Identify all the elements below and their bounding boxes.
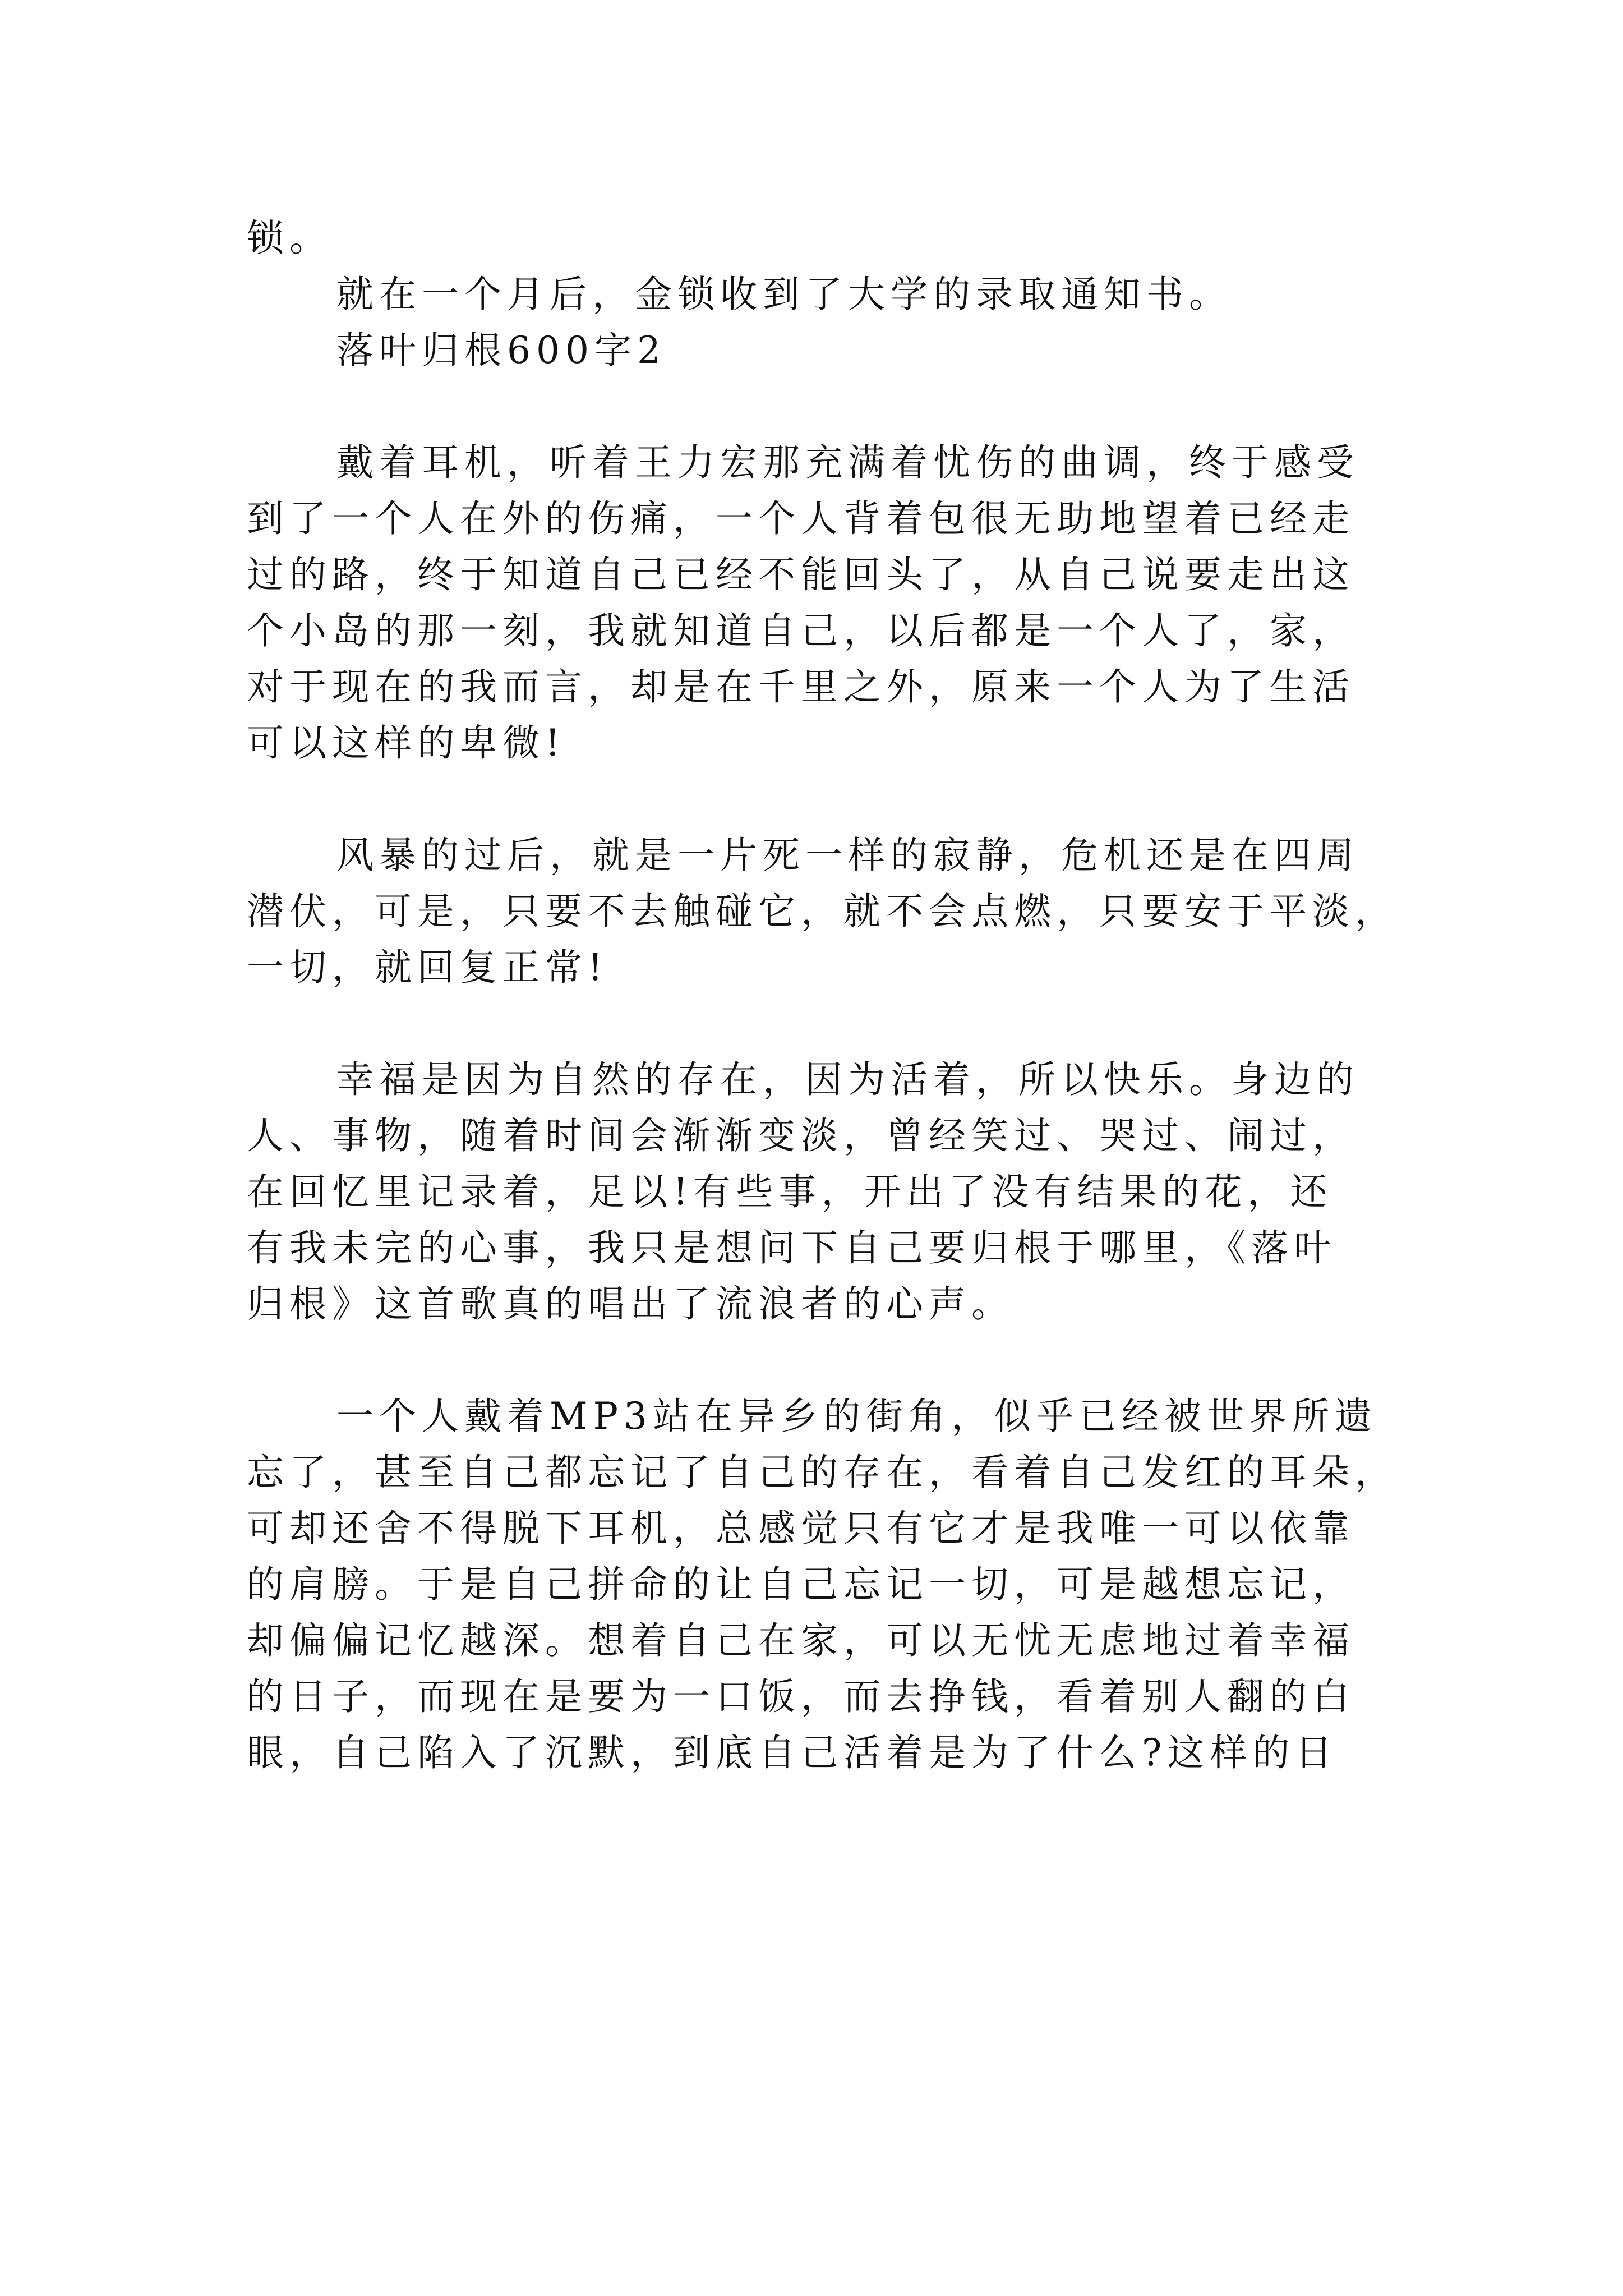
text-line: 的日子，而现在是要为一口饭，而去挣钱，看着别人翻的白 bbox=[247, 1675, 1355, 1718]
text-line: 幸福是因为自然的存在，因为活着，所以快乐。身边的 bbox=[336, 1058, 1359, 1101]
text-line: 戴着耳机，听着王力宏那充满着忧伤的曲调，终于感受 bbox=[336, 441, 1359, 484]
text-line: 的肩膀。于是自己拼命的让自己忘记一切，可是越想忘记， bbox=[247, 1563, 1355, 1606]
text-line: 风暴的过后，就是一片死一样的寂静，危机还是在四周 bbox=[336, 834, 1359, 877]
text-line: 就在一个月后，金锁收到了大学的录取通知书。 bbox=[336, 273, 1232, 316]
text-line: 归根》这首歌真的唱出了流浪者的心声。 bbox=[247, 1282, 1014, 1326]
text-line: 在回忆里记录着，足以!有些事，开出了没有结果的花，还 bbox=[247, 1170, 1333, 1213]
text-line: 对于现在的我而言，却是在千里之外，原来一个人为了生活 bbox=[247, 665, 1355, 708]
text-line: 到了一个人在外的伤痛，一个人背着包很无助地望着已经走 bbox=[247, 497, 1355, 540]
text-line: 眼，自己陷入了沉默，到底自己活着是为了什么?这样的日 bbox=[247, 1731, 1338, 1774]
text-line: 个小岛的那一刻，我就知道自己，以后都是一个人了，家， bbox=[247, 609, 1355, 652]
text-line: 过的路，终于知道自己已经不能回头了，从自己说要走出这 bbox=[247, 553, 1355, 596]
text-line: 有我未完的心事，我只是想问下自己要归根于哪里，《落叶 bbox=[247, 1226, 1336, 1269]
text-line: 锁。 bbox=[247, 217, 332, 260]
text-line: 人、事物，随着时间会渐渐变淡，曾经笑过、哭过、闹过， bbox=[247, 1114, 1355, 1157]
text-line: 可以这样的卑微! bbox=[247, 721, 566, 765]
text-line: 可却还舍不得脱下耳机，总感觉只有它才是我唯一可以依靠 bbox=[247, 1507, 1355, 1550]
text-line: 一切，就回复正常! bbox=[247, 946, 608, 989]
text-line: 忘了，甚至自己都忘记了自己的存在，看着自己发红的耳朵， bbox=[247, 1451, 1398, 1494]
text-line: 一个人戴着MP3站在异乡的街角，似乎已经被世界所遗 bbox=[336, 1395, 1377, 1438]
section-title: 落叶归根600字2 bbox=[336, 329, 666, 372]
text-line: 潜伏，可是，只要不去触碰它，就不会点燃，只要安于平淡， bbox=[247, 890, 1398, 933]
text-line: 却偏偏记忆越深。想着自己在家，可以无忧无虑地过着幸福 bbox=[247, 1619, 1355, 1662]
